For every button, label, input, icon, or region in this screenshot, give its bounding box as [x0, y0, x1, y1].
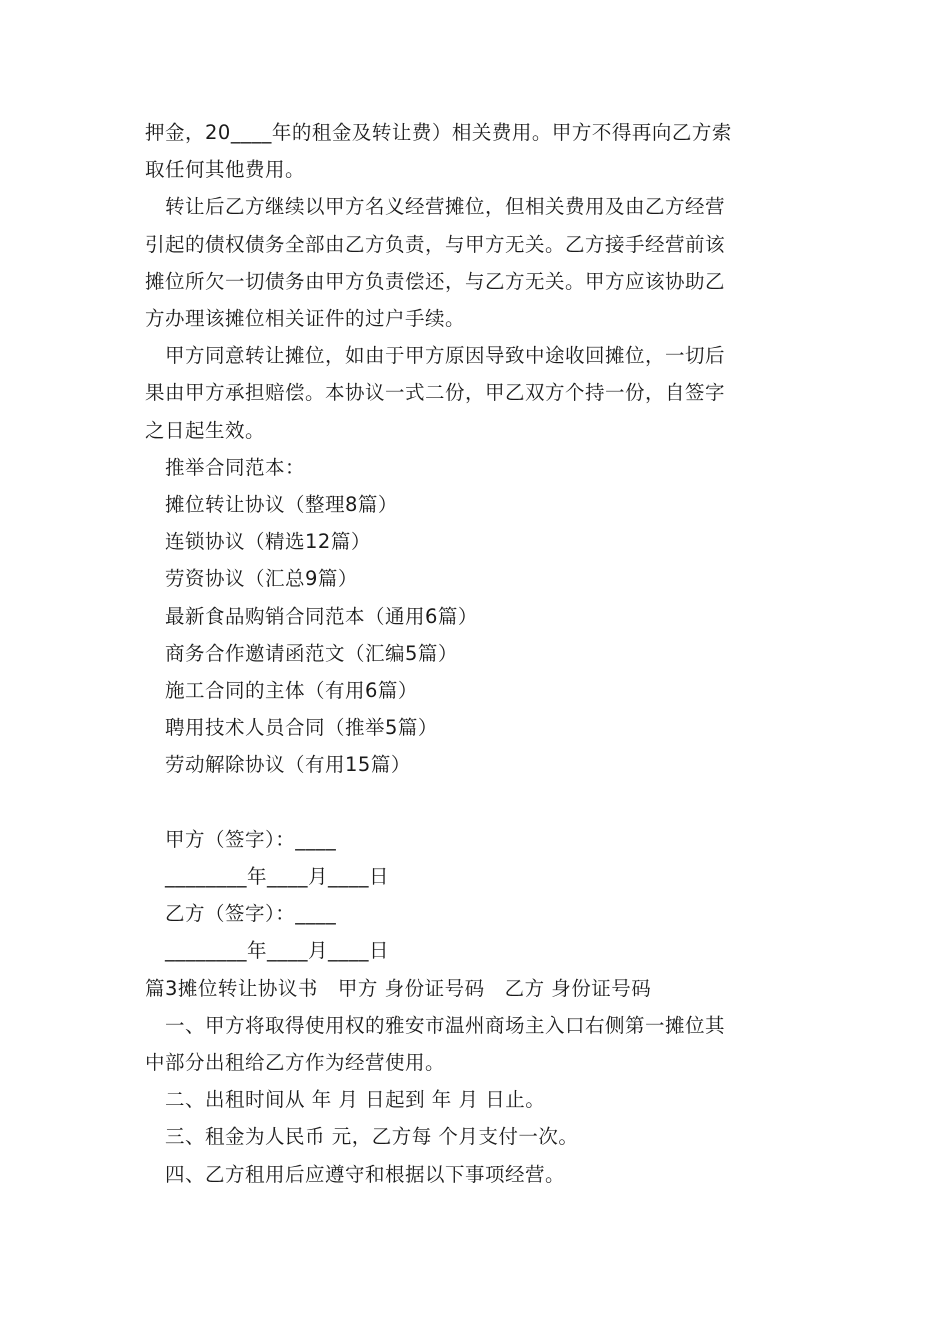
text-line: 果由甲方承担赔偿。本协议一式二份，甲乙双方个持一份，自签字 [145, 381, 726, 405]
text-line: 一、甲方将取得使用权的雅安市温州商场主入口右侧第一摊位其 [165, 1013, 726, 1037]
text-line: ________年____月____日 [165, 865, 390, 889]
text-line: 劳资协议（汇总9篇） [165, 567, 358, 591]
text-line: 甲方（签字）：____ [165, 827, 337, 851]
text-line: 之日起生效。 [145, 418, 266, 442]
document-body [145, 114, 810, 1193]
text-line: 推举合同范本： [165, 455, 306, 479]
text-line: 乙方（签字）：____ [165, 902, 337, 926]
text-line: 中部分出租给乙方作为经营使用。 [145, 1051, 446, 1075]
text-line: 连锁协议（精选12篇） [165, 530, 371, 554]
text-line: 商务合作邀请函范文（汇编5篇） [165, 641, 458, 665]
text-line: 最新食品购销合同范本（通用6篇） [165, 604, 478, 628]
text-line: 方办理该摊位相关证件的过户手续。 [145, 307, 466, 331]
text-line: ________年____月____日 [165, 939, 390, 963]
text-line: 摊位所欠一切债务由甲方负责偿还，与乙方无关。甲方应该协助乙 [145, 269, 726, 293]
text-line: 施工合同的主体（有用6篇） [165, 679, 418, 703]
text-line: 聘用技术人员合同（推举5篇） [165, 716, 438, 740]
text-line: 转让后乙方继续以甲方名义经营摊位，但相关费用及由乙方经营 [165, 195, 726, 219]
text-line: 劳动解除协议（有用15篇） [165, 753, 411, 777]
text-line: 四、乙方租用后应遵守和根据以下事项经营。 [165, 1162, 566, 1186]
text-line: 押金，20____年的租金及转让费）相关费用。甲方不得再向乙方索 [145, 121, 732, 144]
text-line: 摊位转让协议（整理8篇） [165, 493, 398, 517]
text-line: 取任何其他费用。 [145, 158, 306, 182]
blank-line [145, 784, 810, 821]
text-line: 甲方同意转让摊位，如由于甲方原因导致中途收回摊位，一切后 [165, 344, 726, 368]
text-line: 引起的债权债务全部由乙方负责，与甲方无关。乙方接手经营前该 [145, 232, 726, 256]
text-line: 篇3摊位转让协议书 甲方 身份证号码 乙方 身份证号码 [145, 976, 652, 1000]
text-line: 二、出租时间从 年 月 日起到 年 月 日止。 [165, 1088, 546, 1112]
text-line: 三、租金为人民币 元，乙方每 个月支付一次。 [165, 1125, 579, 1149]
document-page [145, 114, 810, 1193]
